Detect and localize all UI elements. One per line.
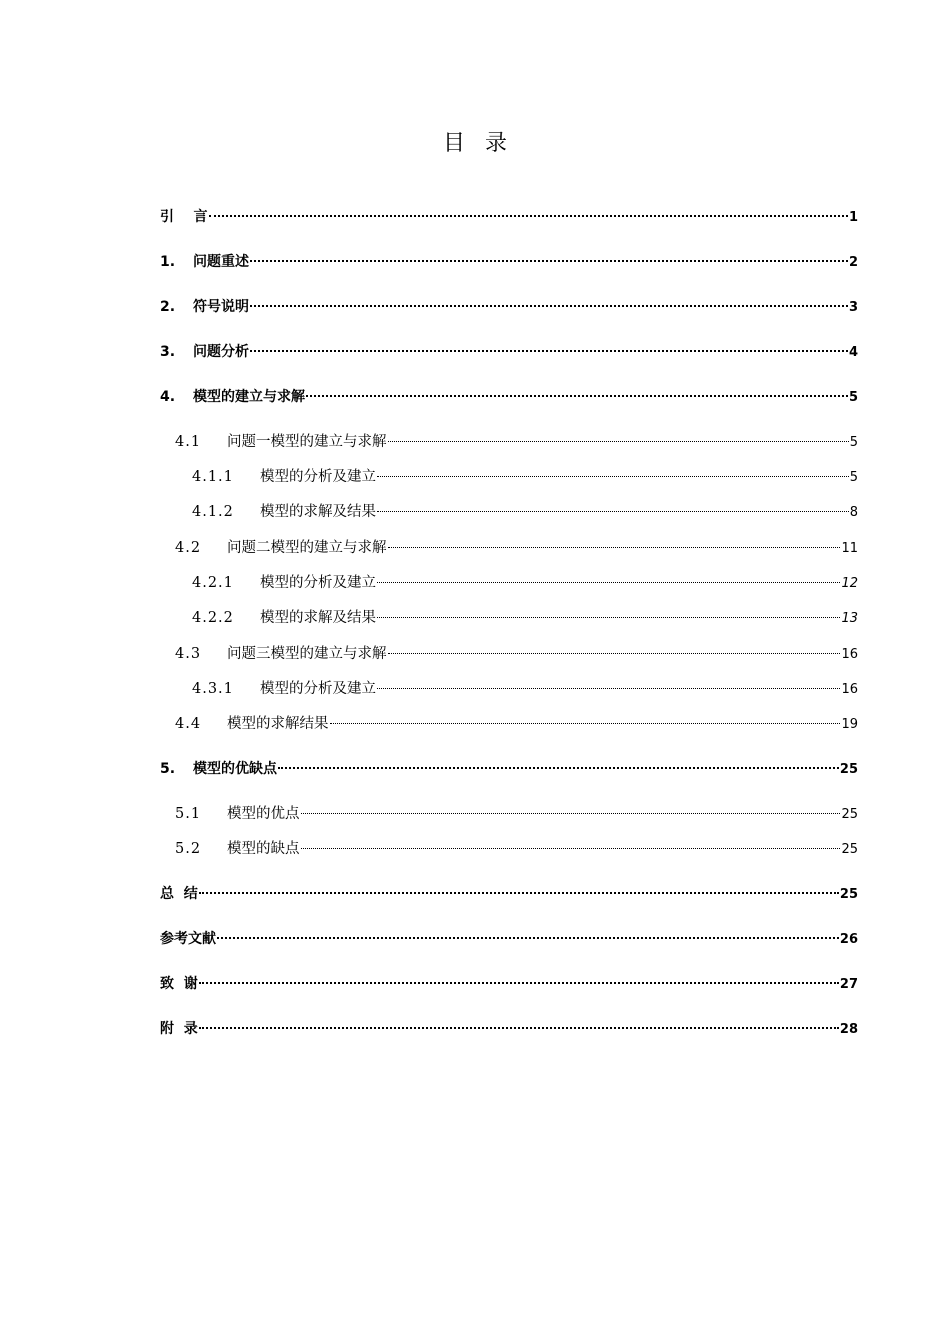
toc-entry-label: 附 录	[160, 1021, 198, 1037]
toc-entry-5[interactable]	[160, 758, 858, 778]
toc-entry-label: 问题三模型的建立与求解	[227, 646, 387, 662]
toc-entry-intro[interactable]	[160, 206, 858, 226]
toc-entry-page: 5	[849, 435, 858, 450]
toc-entry-4-3[interactable]	[160, 642, 858, 662]
toc-entry-4-1-1[interactable]	[160, 465, 858, 485]
toc-entry-5-1[interactable]	[160, 802, 858, 822]
toc-leader-dots	[306, 394, 848, 397]
toc-entry-number: 5.	[160, 761, 176, 777]
toc-title	[0, 126, 950, 157]
toc-entry-page: 16	[841, 647, 858, 662]
toc-leader-dots	[199, 1026, 839, 1029]
toc-entry-label: 模型的优缺点	[193, 761, 277, 777]
toc-entry-number: 4.1.1	[192, 469, 234, 485]
toc-entry-page: 25	[839, 887, 858, 902]
toc-entry-appendix[interactable]	[160, 1018, 858, 1038]
toc-entry-4-4[interactable]	[160, 712, 858, 732]
toc-leader-dots	[377, 581, 840, 583]
toc-entry-4-2-2[interactable]	[160, 606, 858, 626]
toc-entry-label: 引 言	[160, 209, 208, 225]
toc-entry-number: 4.	[160, 389, 176, 405]
toc-leader-dots	[377, 510, 849, 512]
toc-entry-4[interactable]	[160, 386, 858, 406]
toc-entry-page: 28	[839, 1022, 858, 1037]
toc-entry-number: 3.	[160, 344, 176, 360]
toc-entry-number: 4.2.1	[192, 575, 234, 591]
toc-leader-dots	[388, 546, 841, 548]
toc-entry-number: 5.1	[175, 806, 202, 822]
toc-entry-label: 模型的求解结果	[227, 716, 329, 732]
toc-entry-4-2[interactable]	[160, 536, 858, 556]
toc-entry-number: 4.2	[175, 540, 202, 556]
toc-entry-number: 4.1	[175, 434, 202, 450]
toc-leader-dots	[199, 981, 839, 984]
toc-entry-label: 致 谢	[160, 976, 198, 992]
toc-entry-page: 5	[848, 390, 858, 405]
toc-entry-acknowledgements[interactable]	[160, 973, 858, 993]
toc-entry-label: 模型的分析及建立	[260, 469, 376, 485]
toc-leader-dots	[388, 652, 841, 654]
toc-entry-page: 25	[839, 762, 858, 777]
toc-entry-page: 12	[841, 576, 858, 591]
toc-entry-label: 问题二模型的建立与求解	[227, 540, 387, 556]
toc-leader-dots	[250, 304, 848, 307]
toc-entry-number: 4.3.1	[192, 681, 234, 697]
toc-entry-label: 模型的求解及结果	[260, 504, 376, 520]
toc-leader-dots	[199, 891, 839, 894]
toc-entry-page: 2	[848, 255, 858, 270]
toc-entry-number: 4.4	[175, 716, 202, 732]
toc-entry-page: 1	[848, 210, 858, 225]
toc-entry-label: 参考文献	[160, 931, 216, 947]
toc-entry-5-2[interactable]	[160, 837, 858, 857]
toc-entry-label: 问题一模型的建立与求解	[227, 434, 387, 450]
toc-entry-label: 模型的建立与求解	[193, 389, 305, 405]
toc-entry-page: 26	[839, 932, 858, 947]
toc-entry-number: 4.2.2	[192, 610, 234, 626]
toc-title-char-1: 目	[442, 131, 465, 156]
toc-entry-label: 模型的求解及结果	[260, 610, 376, 626]
toc-leader-dots	[377, 687, 840, 689]
toc-entry-label: 问题分析	[193, 344, 249, 360]
toc-entry-label: 模型的分析及建立	[260, 575, 376, 591]
toc-entry-label: 模型的分析及建立	[260, 681, 376, 697]
toc-leader-dots	[377, 616, 840, 618]
toc-entry-4-1-2[interactable]	[160, 500, 858, 520]
toc-entry-page: 11	[841, 541, 858, 556]
toc-entry-page: 5	[849, 470, 858, 485]
toc-entry-label: 符号说明	[193, 299, 249, 315]
toc-leader-dots	[250, 349, 848, 352]
toc-entry-number: 5.2	[175, 841, 202, 857]
toc-entry-number: 4.1.2	[192, 504, 234, 520]
toc-leader-dots	[301, 812, 841, 814]
toc-entry-page: 16	[841, 682, 858, 697]
toc-entry-label: 模型的缺点	[227, 841, 300, 857]
toc-entry-summary[interactable]	[160, 883, 858, 903]
toc-leader-dots	[301, 847, 841, 849]
toc-leader-dots	[330, 722, 841, 724]
toc-leader-dots	[250, 259, 848, 262]
toc-entry-page: 3	[848, 300, 858, 315]
toc-entry-label: 总 结	[160, 886, 198, 902]
toc-leader-dots	[209, 214, 848, 217]
toc-entry-page: 13	[841, 611, 858, 626]
toc-entry-page: 8	[849, 505, 858, 520]
toc-entry-page: 25	[841, 807, 858, 822]
toc-entry-number: 1.	[160, 254, 176, 270]
toc-entry-4-1[interactable]	[160, 430, 858, 450]
toc-leader-dots	[278, 766, 839, 769]
toc-leader-dots	[388, 440, 849, 442]
toc-entry-page: 25	[841, 842, 858, 857]
toc-entry-label: 问题重述	[193, 254, 249, 270]
toc-leader-dots	[377, 475, 849, 477]
toc-entry-4-3-1[interactable]	[160, 677, 858, 697]
toc-entry-page: 19	[841, 717, 858, 732]
toc-entry-number: 4.3	[175, 646, 202, 662]
toc-entry-page: 4	[848, 345, 858, 360]
toc-leader-dots	[217, 936, 839, 939]
toc-entry-2[interactable]	[160, 296, 858, 316]
toc-entry-1[interactable]	[160, 251, 858, 271]
toc-entry-label: 模型的优点	[227, 806, 300, 822]
toc-entry-number: 2.	[160, 299, 176, 315]
toc-entry-references[interactable]	[160, 928, 858, 948]
toc-entry-page: 27	[839, 977, 858, 992]
toc-title-char-2: 录	[485, 131, 508, 156]
toc-entry-3[interactable]	[160, 341, 858, 361]
toc-entry-4-2-1[interactable]	[160, 571, 858, 591]
